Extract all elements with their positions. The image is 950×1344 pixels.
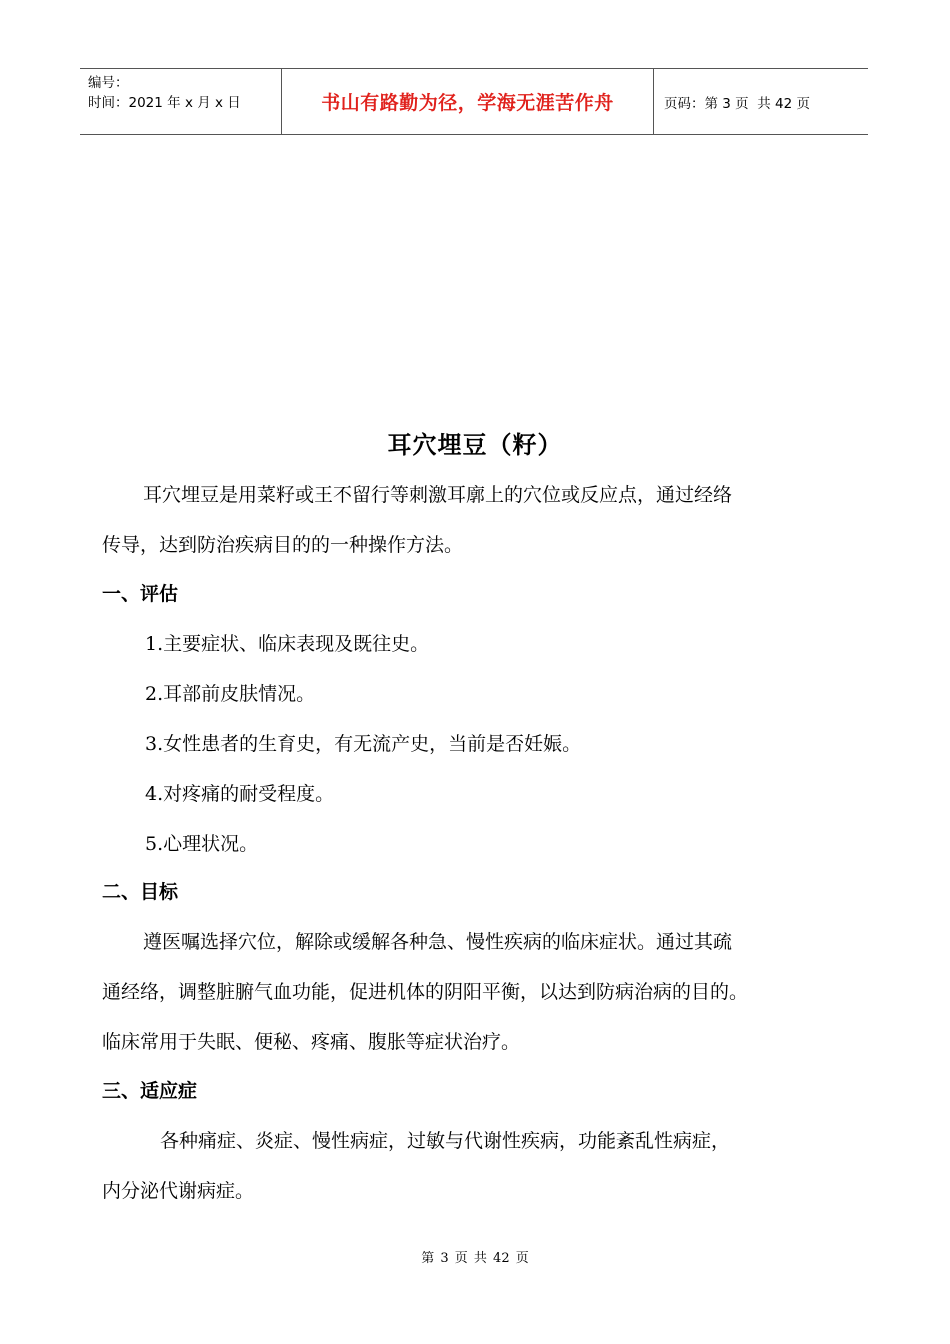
intro-line-1: 耳穴埋豆是用菜籽或王不留行等刺激耳廓上的穴位或反应点，通过经络 <box>143 484 733 506</box>
header-meta-cell <box>80 69 281 134</box>
assessment-item: 2.耳部前皮肤情况。 <box>145 683 316 705</box>
page-footer: 第 3 页 共 42 页 <box>421 1251 529 1266</box>
assessment-item: 5.心理状况。 <box>145 833 259 855</box>
header-motto-cell <box>281 69 654 134</box>
header-page-cell <box>654 69 868 134</box>
indications-line-1: 各种痛症、炎症、慢性病症，过敏与代谢性疾病，功能紊乱性病症， <box>160 1130 731 1152</box>
goal-line-2: 通经络，调整脏腑气血功能，促进机体的阴阳平衡，以达到防病治病的目的。 <box>102 981 749 1003</box>
assessment-item: 3.女性患者的生育史，有无流产史，当前是否妊娠。 <box>145 733 582 755</box>
document-title: 耳穴埋豆（籽） <box>387 431 563 459</box>
intro-line-2: 传导，达到防治疾病目的的一种操作方法。 <box>102 534 464 556</box>
page-info: 页码：第 3 页 共 42 页 <box>664 95 811 112</box>
code-label: 编号： <box>88 75 129 91</box>
goal-line-3: 临床常用于失眠、便秘、疼痛、腹胀等症状治疗。 <box>102 1031 521 1053</box>
section-heading-goal: 二、目标 <box>102 881 179 903</box>
assessment-item: 1.主要症状、临床表现及既往史。 <box>145 633 430 655</box>
section-heading-assessment: 一、评估 <box>102 583 179 605</box>
goal-line-1: 遵医嘱选择穴位，解除或缓解各种急、慢性疾病的临床症状。通过其疏 <box>143 931 733 953</box>
indications-line-2: 内分泌代谢病症。 <box>102 1180 255 1202</box>
motto-text: 书山有路勤为径，学海无涯苦作舟 <box>321 92 614 114</box>
time-label: 时间：2021 年 x 月 x 日 <box>88 95 241 111</box>
document-header <box>80 68 868 135</box>
section-heading-indications: 三、适应症 <box>102 1080 198 1102</box>
assessment-item: 4.对疼痛的耐受程度。 <box>145 783 335 805</box>
